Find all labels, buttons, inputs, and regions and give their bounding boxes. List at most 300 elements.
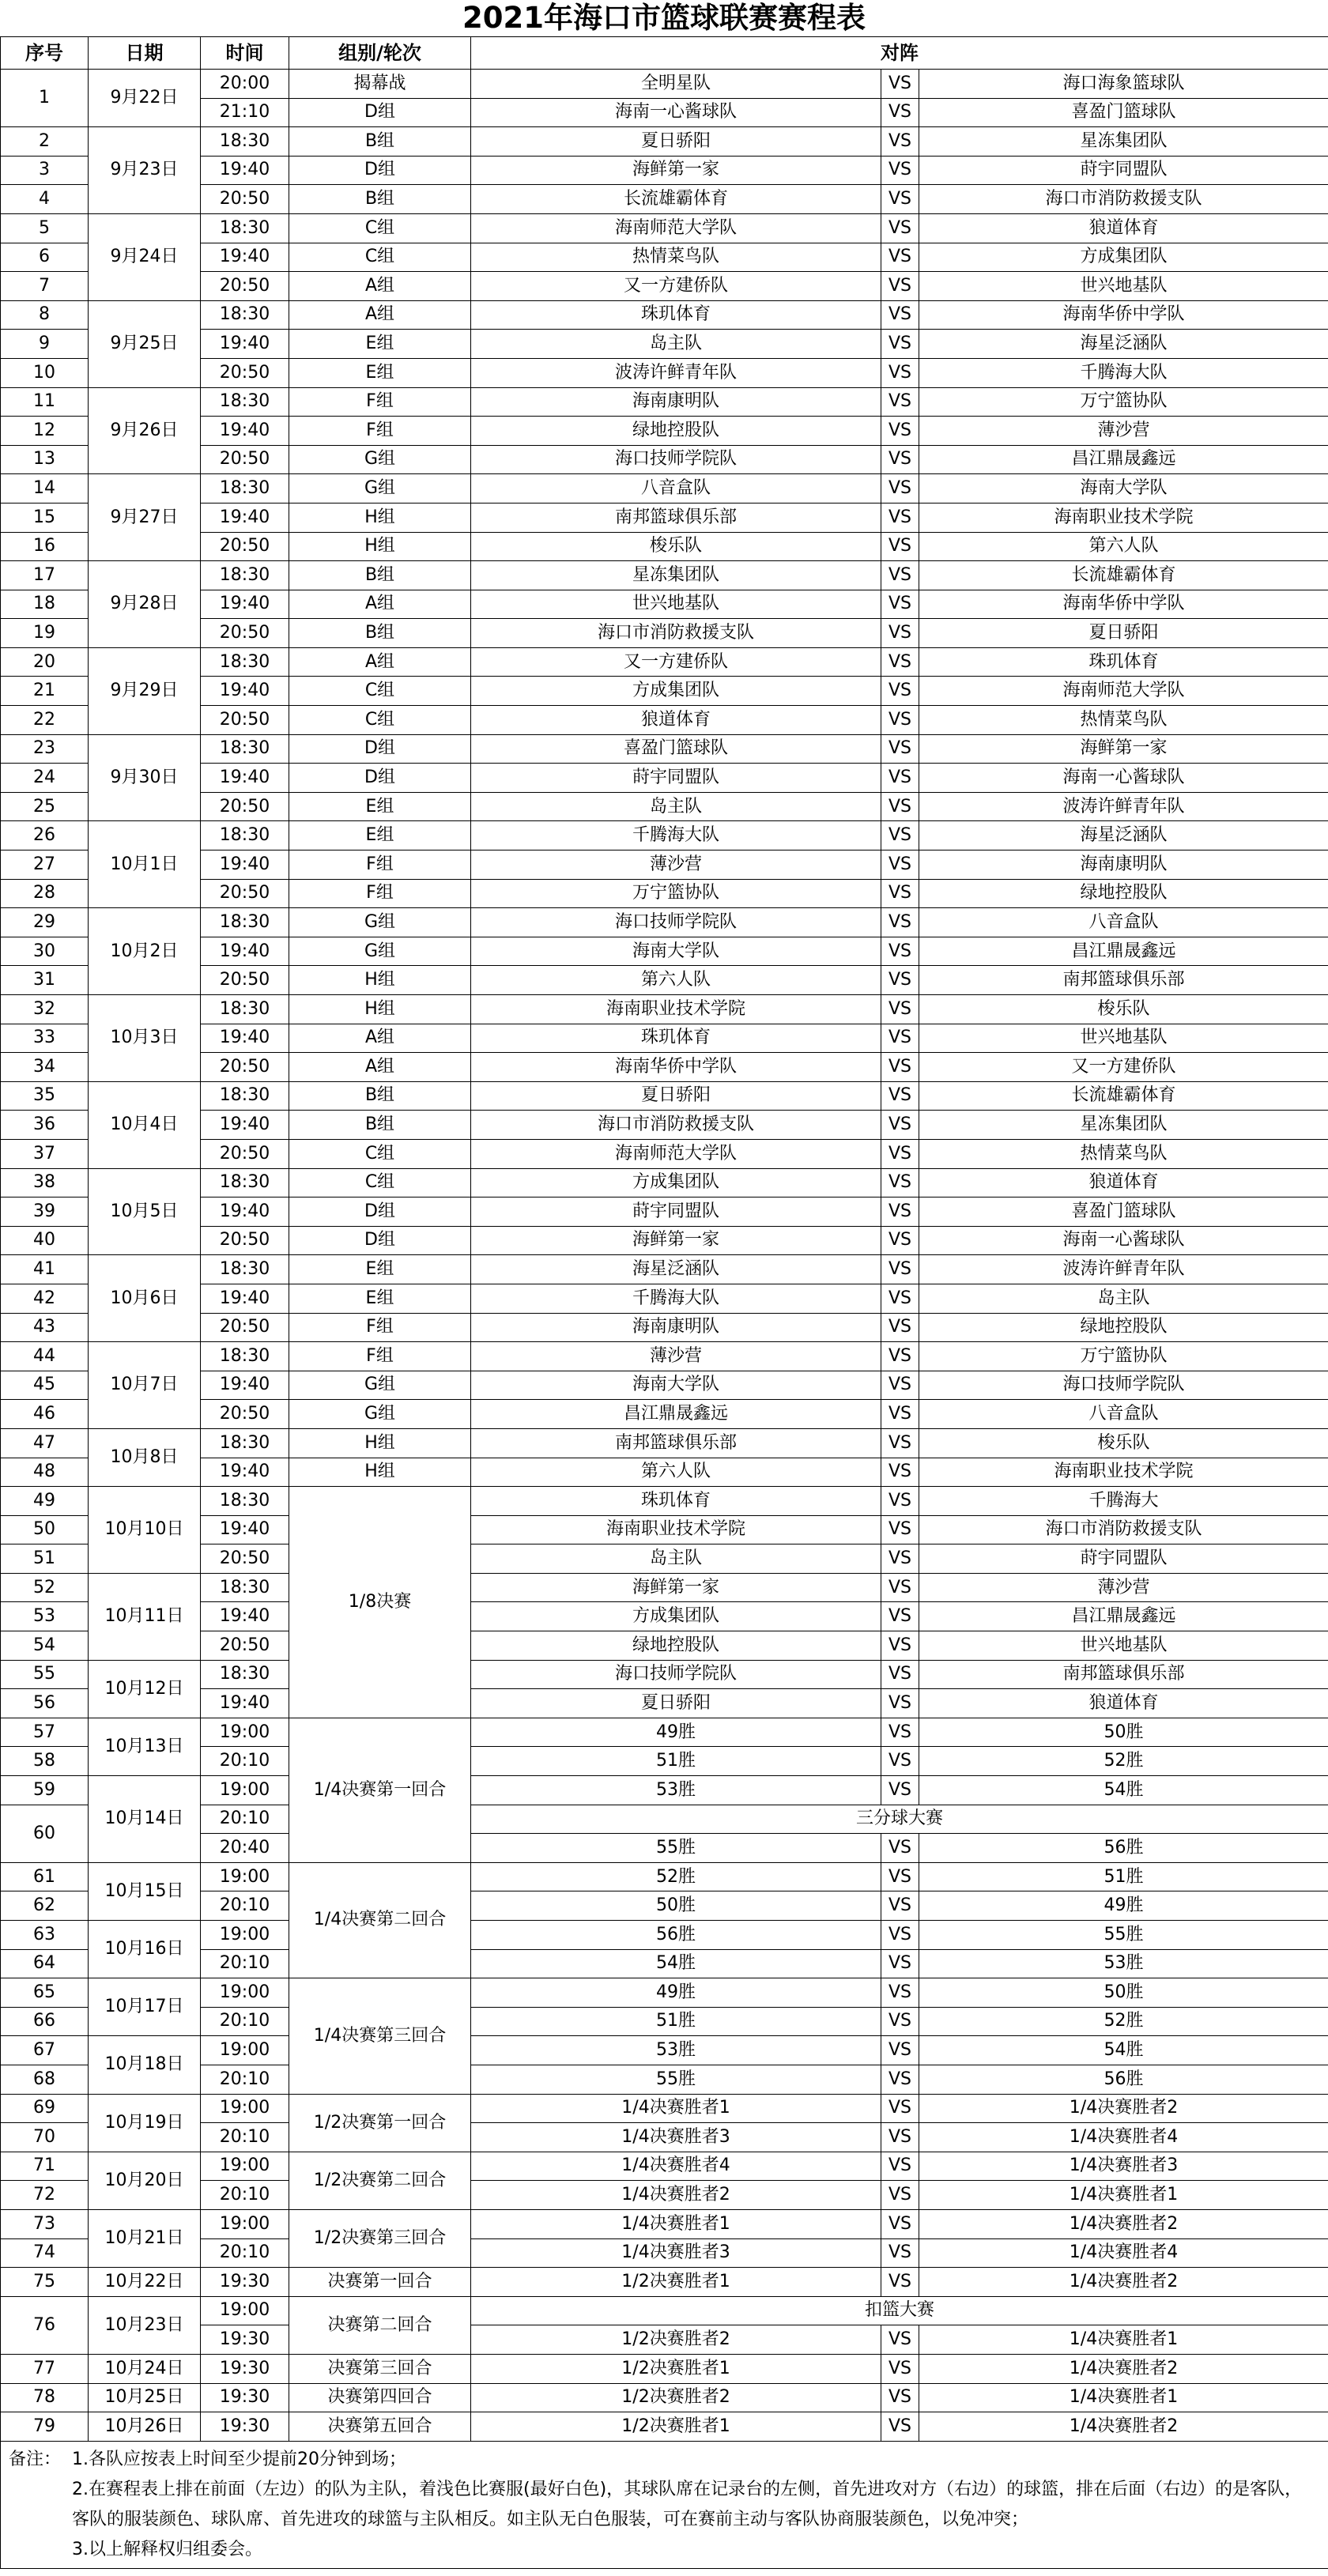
table-row	[1, 213, 1328, 243]
group-cell: D组	[289, 734, 471, 764]
vs-cell: VS	[881, 1053, 919, 1082]
time-cell: 20:50	[201, 1400, 289, 1429]
home-team-cell: 54胜	[471, 1949, 881, 1978]
seq-cell: 64	[1, 1949, 89, 1978]
time-cell: 18:30	[201, 1487, 289, 1516]
time-cell: 20:10	[201, 2181, 289, 2210]
seq-cell: 73	[1, 2209, 89, 2238]
group-cell: A组	[289, 300, 471, 330]
away-team-cell: 薄沙营	[919, 417, 1328, 446]
table-row	[1, 1573, 1328, 1602]
time-cell: 19:00	[201, 2036, 289, 2065]
schedule-body	[1, 70, 1328, 2442]
vs-cell: VS	[881, 792, 919, 821]
away-team-cell: 八音盒队	[919, 908, 1328, 937]
time-cell: 19:40	[201, 330, 289, 359]
date-cell: 9月27日	[89, 474, 201, 561]
away-team-cell: 长流雄霸体育	[919, 561, 1328, 590]
vs-cell: VS	[881, 1718, 919, 1747]
home-team-cell: 53胜	[471, 1776, 881, 1805]
home-team-cell: 海口市消防救援支队	[471, 1111, 881, 1140]
time-cell: 18:30	[201, 387, 289, 417]
home-team-cell: 海南康明队	[471, 387, 881, 417]
date-cell: 9月22日	[89, 70, 201, 127]
vs-cell: VS	[881, 2268, 919, 2297]
group-cell: C组	[289, 706, 471, 735]
home-team-cell: 夏日骄阳	[471, 1689, 881, 1718]
vs-cell: VS	[881, 98, 919, 127]
home-team-cell: 方成集团队	[471, 677, 881, 706]
time-cell: 19:40	[201, 1515, 289, 1544]
vs-cell: VS	[881, 879, 919, 908]
table-row	[1, 1862, 1328, 1891]
away-team-cell: 56胜	[919, 2065, 1328, 2094]
vs-cell: VS	[881, 1689, 919, 1718]
group-cell: F组	[289, 1313, 471, 1342]
group-cell: F组	[289, 879, 471, 908]
time-cell: 20:50	[201, 879, 289, 908]
seq-cell: 29	[1, 908, 89, 937]
seq-cell: 51	[1, 1544, 89, 1574]
away-team-cell: 53胜	[919, 1949, 1328, 1978]
time-cell: 20:10	[201, 2238, 289, 2268]
time-cell: 19:40	[201, 1197, 289, 1227]
time-cell: 20:50	[201, 1139, 289, 1168]
vs-cell: VS	[881, 706, 919, 735]
group-cell: 揭幕战	[289, 70, 471, 99]
vs-cell: VS	[881, 2383, 919, 2412]
vs-cell: VS	[881, 358, 919, 387]
time-cell: 20:50	[201, 706, 289, 735]
vs-cell: VS	[881, 387, 919, 417]
group-cell: 1/8决赛	[289, 1487, 471, 1718]
home-team-cell: 海南职业技术学院	[471, 995, 881, 1024]
away-team-cell: 49胜	[919, 1891, 1328, 1921]
away-team-cell: 50胜	[919, 1718, 1328, 1747]
time-cell: 18:30	[201, 213, 289, 243]
time-cell: 19:40	[201, 850, 289, 880]
home-team-cell: 49胜	[471, 1718, 881, 1747]
time-cell: 19:40	[201, 1602, 289, 1631]
seq-cell: 36	[1, 1111, 89, 1140]
group-cell: 决赛第四回合	[289, 2383, 471, 2412]
vs-cell: VS	[881, 2354, 919, 2383]
vs-cell: VS	[881, 2238, 919, 2268]
vs-cell: VS	[881, 532, 919, 561]
home-team-cell: 55胜	[471, 1834, 881, 1863]
group-cell: 决赛第三回合	[289, 2354, 471, 2383]
away-team-cell: 梭乐队	[919, 1428, 1328, 1458]
seq-cell: 25	[1, 792, 89, 821]
table-row	[1, 127, 1328, 157]
time-cell: 18:30	[201, 734, 289, 764]
vs-cell: VS	[881, 2123, 919, 2152]
seq-cell: 28	[1, 879, 89, 908]
vs-cell: VS	[881, 1978, 919, 2008]
away-team-cell: 海星泛涵队	[919, 821, 1328, 850]
away-team-cell: 长流雄霸体育	[919, 1081, 1328, 1111]
away-team-cell: 第六人队	[919, 532, 1328, 561]
seq-cell: 79	[1, 2412, 89, 2442]
table-row	[1, 2296, 1328, 2325]
away-team-cell: 海南一心酱球队	[919, 764, 1328, 793]
date-cell: 10月13日	[89, 1718, 201, 1775]
date-cell: 10月10日	[89, 1487, 201, 1574]
vs-cell: VS	[881, 677, 919, 706]
away-team-cell: 绿地控股队	[919, 879, 1328, 908]
time-cell: 18:30	[201, 1573, 289, 1602]
vs-cell: VS	[881, 417, 919, 446]
home-team-cell: 1/4决赛胜者1	[471, 2209, 881, 2238]
home-team-cell: 世兴地基队	[471, 590, 881, 619]
time-cell: 19:00	[201, 2209, 289, 2238]
seq-cell: 58	[1, 1747, 89, 1776]
seq-cell: 46	[1, 1400, 89, 1429]
seq-cell: 14	[1, 474, 89, 504]
date-cell: 10月22日	[89, 2268, 201, 2297]
home-team-cell: 海南师范大学队	[471, 1139, 881, 1168]
group-cell: F组	[289, 850, 471, 880]
group-cell: 1/2决赛第三回合	[289, 2209, 471, 2267]
away-team-cell: 珠玑体育	[919, 647, 1328, 677]
vs-cell: VS	[881, 1660, 919, 1689]
date-cell: 10月25日	[89, 2383, 201, 2412]
date-cell: 10月1日	[89, 821, 201, 908]
away-team-cell: 54胜	[919, 1776, 1328, 1805]
time-cell: 20:40	[201, 1834, 289, 1863]
seq-cell: 47	[1, 1428, 89, 1458]
date-cell: 10月14日	[89, 1776, 201, 1863]
home-team-cell: 昌江鼎晟鑫远	[471, 1400, 881, 1429]
home-team-cell: 海南师范大学队	[471, 213, 881, 243]
date-cell: 9月24日	[89, 213, 201, 300]
seq-cell: 65	[1, 1978, 89, 2008]
time-cell: 20:00	[201, 70, 289, 99]
away-team-cell: 海南职业技术学院	[919, 503, 1328, 532]
home-team-cell: 海口市消防救援支队	[471, 619, 881, 648]
group-cell: F组	[289, 417, 471, 446]
group-cell: A组	[289, 590, 471, 619]
away-team-cell: 海口技师学院队	[919, 1371, 1328, 1400]
vs-cell: VS	[881, 2209, 919, 2238]
group-cell: 决赛第五回合	[289, 2412, 471, 2442]
table-row	[1, 821, 1328, 850]
table-row	[1, 1342, 1328, 1371]
vs-cell: VS	[881, 1371, 919, 1400]
group-cell: F组	[289, 387, 471, 417]
away-team-cell: 方成集团队	[919, 243, 1328, 272]
vs-cell: VS	[881, 1544, 919, 1574]
header-time: 时间	[201, 37, 289, 70]
date-cell: 10月16日	[89, 1921, 201, 1978]
time-cell: 19:40	[201, 937, 289, 966]
time-cell: 19:00	[201, 1776, 289, 1805]
time-cell: 19:40	[201, 1458, 289, 1487]
home-team-cell: 海口技师学院队	[471, 908, 881, 937]
vs-cell: VS	[881, 70, 919, 99]
date-cell: 10月23日	[89, 2296, 201, 2354]
table-row	[1, 2209, 1328, 2238]
away-team-cell: 52胜	[919, 1747, 1328, 1776]
seq-cell: 70	[1, 2123, 89, 2152]
time-cell: 19:40	[201, 677, 289, 706]
home-team-cell: 长流雄霸体育	[471, 185, 881, 214]
group-cell: H组	[289, 532, 471, 561]
table-row	[1, 1255, 1328, 1284]
seq-cell: 62	[1, 1891, 89, 1921]
home-team-cell: 夏日骄阳	[471, 1081, 881, 1111]
away-team-cell: 千腾海大队	[919, 358, 1328, 387]
group-cell: H组	[289, 503, 471, 532]
away-team-cell: 56胜	[919, 1834, 1328, 1863]
date-cell: 10月20日	[89, 2152, 201, 2209]
away-team-cell: 星冻集团队	[919, 127, 1328, 157]
seq-cell: 11	[1, 387, 89, 417]
away-team-cell: 万宁篮协队	[919, 387, 1328, 417]
away-team-cell: 51胜	[919, 1862, 1328, 1891]
group-cell: A组	[289, 1053, 471, 1082]
table-row	[1, 561, 1328, 590]
vs-cell: VS	[881, 1891, 919, 1921]
away-team-cell: 莳宇同盟队	[919, 1544, 1328, 1574]
seq-cell: 72	[1, 2181, 89, 2210]
table-row	[1, 2383, 1328, 2412]
time-cell: 18:30	[201, 1428, 289, 1458]
vs-cell: VS	[881, 619, 919, 648]
group-cell: E组	[289, 330, 471, 359]
table-row	[1, 300, 1328, 330]
seq-cell: 69	[1, 2094, 89, 2123]
time-cell: 18:30	[201, 1168, 289, 1197]
seq-cell: 38	[1, 1168, 89, 1197]
home-team-cell: 51胜	[471, 1747, 881, 1776]
vs-cell: VS	[881, 300, 919, 330]
group-cell: B组	[289, 1081, 471, 1111]
group-cell: C组	[289, 1139, 471, 1168]
seq-cell: 77	[1, 2354, 89, 2383]
home-team-cell: 1/2决赛胜者1	[471, 2354, 881, 2383]
away-team-cell: 1/4决赛胜者2	[919, 2094, 1328, 2123]
away-team-cell: 1/4决赛胜者2	[919, 2354, 1328, 2383]
time-cell: 20:50	[201, 1631, 289, 1661]
time-cell: 20:10	[201, 1949, 289, 1978]
table-row	[1, 2036, 1328, 2065]
group-cell: A组	[289, 272, 471, 301]
group-cell: E组	[289, 358, 471, 387]
home-team-cell: 50胜	[471, 1891, 881, 1921]
seq-cell: 30	[1, 937, 89, 966]
home-team-cell: 狼道体育	[471, 706, 881, 735]
seq-cell: 7	[1, 272, 89, 301]
table-row	[1, 1081, 1328, 1111]
seq-cell: 19	[1, 619, 89, 648]
header-date: 日期	[89, 37, 201, 70]
vs-cell: VS	[881, 1342, 919, 1371]
notes-label: 备注：	[9, 2449, 62, 2469]
time-cell: 19:00	[201, 2296, 289, 2325]
away-team-cell: 海口海象篮球队	[919, 70, 1328, 99]
time-cell: 19:00	[201, 1921, 289, 1950]
home-team-cell: 1/2决赛胜者1	[471, 2412, 881, 2442]
table-row	[1, 908, 1328, 937]
time-cell: 20:50	[201, 1544, 289, 1574]
group-cell: A组	[289, 1024, 471, 1053]
group-cell: 1/4决赛第三回合	[289, 1978, 471, 2094]
vs-cell: VS	[881, 503, 919, 532]
vs-cell: VS	[881, 2412, 919, 2442]
vs-cell: VS	[881, 850, 919, 880]
home-team-cell: 薄沙营	[471, 1342, 881, 1371]
time-cell: 19:40	[201, 417, 289, 446]
vs-cell: VS	[881, 2152, 919, 2181]
vs-cell: VS	[881, 1949, 919, 1978]
home-team-cell: 海口技师学院队	[471, 1660, 881, 1689]
table-row	[1, 1487, 1328, 1516]
time-cell: 20:10	[201, 2065, 289, 2094]
vs-cell: VS	[881, 1573, 919, 1602]
vs-cell: VS	[881, 1024, 919, 1053]
group-cell: B组	[289, 185, 471, 214]
time-cell: 18:30	[201, 300, 289, 330]
away-team-cell: 波涛许鲜青年队	[919, 792, 1328, 821]
away-team-cell: 1/4决赛胜者1	[919, 2325, 1328, 2355]
away-team-cell: 1/4决赛胜者1	[919, 2181, 1328, 2210]
group-cell: E组	[289, 1284, 471, 1313]
date-cell: 10月4日	[89, 1081, 201, 1168]
seq-cell: 6	[1, 243, 89, 272]
time-cell: 19:40	[201, 1024, 289, 1053]
home-team-cell: 1/2决赛胜者2	[471, 2325, 881, 2355]
seq-cell: 68	[1, 2065, 89, 2094]
vs-cell: VS	[881, 213, 919, 243]
time-cell: 20:50	[201, 445, 289, 474]
table-row	[1, 1921, 1328, 1950]
vs-cell: VS	[881, 1226, 919, 1255]
group-cell: D组	[289, 98, 471, 127]
seq-cell: 35	[1, 1081, 89, 1111]
vs-cell: VS	[881, 474, 919, 504]
time-cell: 19:40	[201, 764, 289, 793]
away-team-cell: 海南华侨中学队	[919, 590, 1328, 619]
group-cell: B组	[289, 127, 471, 157]
seq-cell: 53	[1, 1602, 89, 1631]
time-cell: 18:30	[201, 1342, 289, 1371]
time-cell: 19:00	[201, 2094, 289, 2123]
home-team-cell: 岛主队	[471, 1544, 881, 1574]
away-team-cell: 海南一心酱球队	[919, 1226, 1328, 1255]
table-header-row	[1, 37, 1328, 70]
notes-line-1: 备注： 1.各队应按表上时间至少提前20分钟到场；	[9, 2445, 1317, 2475]
group-cell: 决赛第一回合	[289, 2268, 471, 2297]
vs-cell: VS	[881, 1255, 919, 1284]
seq-cell: 40	[1, 1226, 89, 1255]
vs-cell: VS	[881, 1631, 919, 1661]
seq-cell: 55	[1, 1660, 89, 1689]
time-cell: 19:00	[201, 2152, 289, 2181]
seq-cell: 39	[1, 1197, 89, 1227]
home-team-cell: 绿地控股队	[471, 417, 881, 446]
header-group: 组别/轮次	[289, 37, 471, 70]
table-row	[1, 387, 1328, 417]
vs-cell: VS	[881, 1776, 919, 1805]
home-team-cell: 海南大学队	[471, 1371, 881, 1400]
table-row	[1, 1168, 1328, 1197]
home-team-cell: 莳宇同盟队	[471, 1197, 881, 1227]
time-cell: 19:30	[201, 2325, 289, 2355]
vs-cell: VS	[881, 1602, 919, 1631]
date-cell: 9月29日	[89, 647, 201, 734]
vs-cell: VS	[881, 937, 919, 966]
time-cell: 19:40	[201, 503, 289, 532]
vs-cell: VS	[881, 1111, 919, 1140]
seq-cell: 18	[1, 590, 89, 619]
group-cell: C组	[289, 213, 471, 243]
group-cell: F组	[289, 1342, 471, 1371]
page-title: 2021年海口市篮球联赛赛程表	[462, 1, 866, 35]
home-team-cell: 薄沙营	[471, 850, 881, 880]
vs-cell: VS	[881, 243, 919, 272]
vs-cell: VS	[881, 1428, 919, 1458]
time-cell: 18:30	[201, 647, 289, 677]
away-team-cell: 莳宇同盟队	[919, 156, 1328, 185]
away-team-cell: 世兴地基队	[919, 1024, 1328, 1053]
group-cell: G组	[289, 937, 471, 966]
vs-cell: VS	[881, 966, 919, 995]
group-cell: H组	[289, 995, 471, 1024]
seq-cell: 54	[1, 1631, 89, 1661]
vs-cell: VS	[881, 821, 919, 850]
group-cell: C组	[289, 243, 471, 272]
seq-cell: 61	[1, 1862, 89, 1891]
vs-cell: VS	[881, 1747, 919, 1776]
home-team-cell: 海星泛涵队	[471, 1255, 881, 1284]
home-team-cell: 52胜	[471, 1862, 881, 1891]
home-team-cell: 1/4决赛胜者1	[471, 2094, 881, 2123]
date-cell: 10月8日	[89, 1428, 201, 1486]
seq-cell: 9	[1, 330, 89, 359]
header-match: 对阵	[471, 37, 1328, 70]
home-team-cell: 喜盈门篮球队	[471, 734, 881, 764]
vs-cell: VS	[881, 2036, 919, 2065]
table-row	[1, 1978, 1328, 2008]
home-team-cell: 1/4决赛胜者2	[471, 2181, 881, 2210]
table-row	[1, 2412, 1328, 2442]
seq-cell: 44	[1, 1342, 89, 1371]
time-cell: 20:50	[201, 619, 289, 648]
table-row	[1, 734, 1328, 764]
seq-cell: 42	[1, 1284, 89, 1313]
home-team-cell: 海口技师学院队	[471, 445, 881, 474]
group-cell: B组	[289, 561, 471, 590]
date-cell: 10月26日	[89, 2412, 201, 2442]
seq-cell: 52	[1, 1573, 89, 1602]
vs-cell: VS	[881, 1284, 919, 1313]
home-team-cell: 千腾海大队	[471, 1284, 881, 1313]
date-cell: 10月11日	[89, 1573, 201, 1660]
vs-cell: VS	[881, 272, 919, 301]
seq-cell: 15	[1, 503, 89, 532]
table-row	[1, 474, 1328, 504]
table-row	[1, 995, 1328, 1024]
away-team-cell: 海口市消防救援支队	[919, 1515, 1328, 1544]
time-cell: 19:40	[201, 1284, 289, 1313]
group-cell: E组	[289, 792, 471, 821]
seq-cell: 1	[1, 70, 89, 127]
away-team-cell: 千腾海大	[919, 1487, 1328, 1516]
seq-cell: 37	[1, 1139, 89, 1168]
time-cell: 20:10	[201, 2123, 289, 2152]
away-team-cell: 海南大学队	[919, 474, 1328, 504]
